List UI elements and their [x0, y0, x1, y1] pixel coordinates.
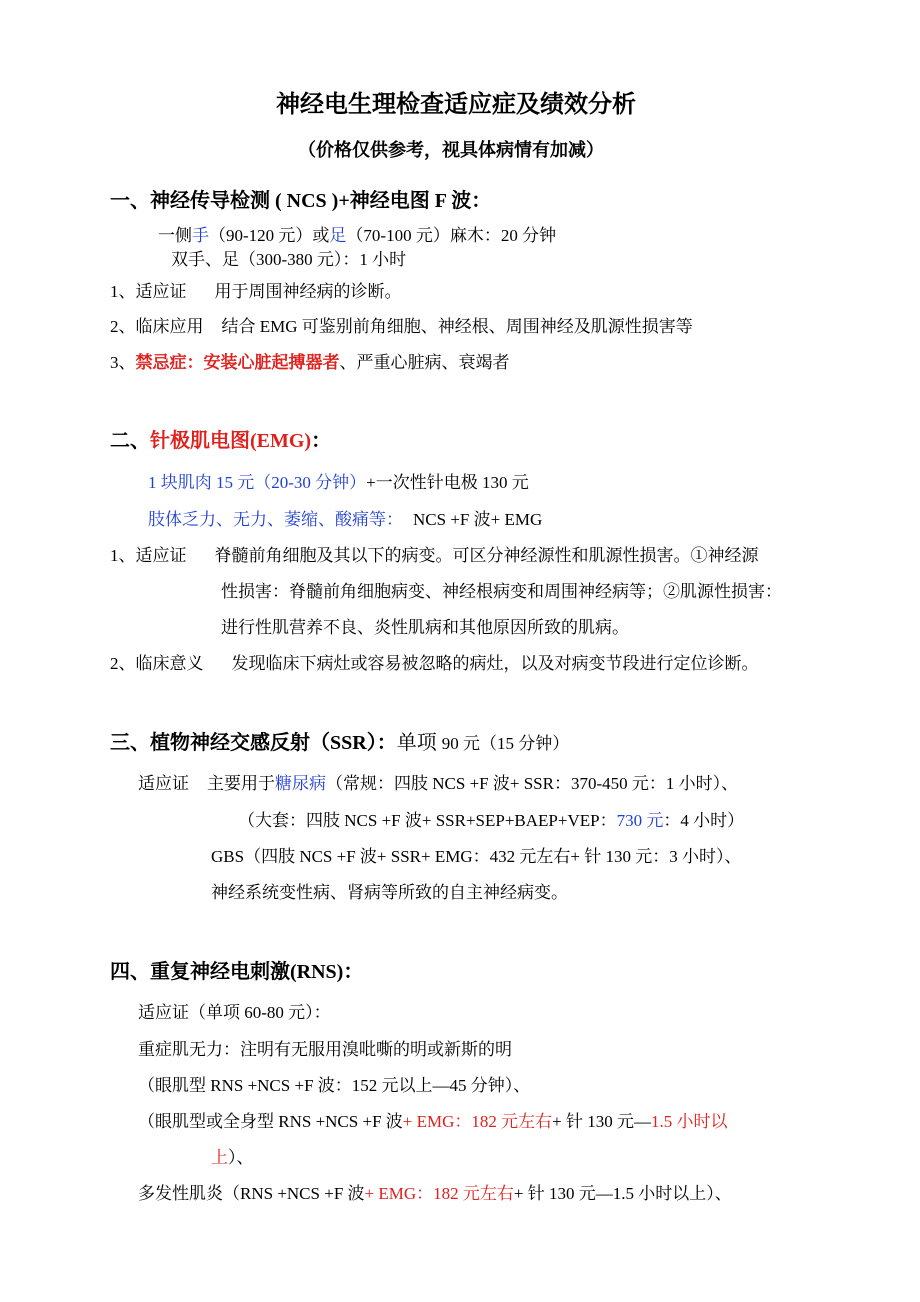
heading-single: 单项	[396, 732, 442, 754]
s2-item-1-cont-2: 进行性肌营养不良、炎性肌病和其他原因所致的肌病。	[221, 618, 629, 637]
text: ：4 小时）	[663, 811, 745, 830]
item-text: 脊髓前角细胞及其以下的病变。可区分神经源性和肌源性损害。①神经源	[214, 546, 759, 565]
muscle-price: 1 块肌肉 15 元（20-30 分钟）	[148, 473, 367, 492]
combo-text: NCS +F 波+ EMG	[413, 510, 543, 529]
item-label: 3、	[110, 353, 136, 372]
text-duration: 1.5 小时以	[651, 1112, 728, 1131]
heading-number: 二、	[110, 430, 150, 452]
s1-item-2	[110, 316, 693, 338]
section-4-heading: 四、重复神经电刺激(RNS)：	[110, 961, 364, 983]
page-title: 神经电生理检查适应症及绩效分析	[276, 92, 636, 118]
text: （眼肌型或全身型 RNS +NCS +F 波	[138, 1112, 403, 1131]
s1-item-1	[110, 281, 402, 303]
item-label: 适应证	[138, 774, 189, 793]
s4-line-2: 重症肌无力：注明有无服用溴吡嘶的明或新斯的明	[138, 1040, 512, 1059]
text: + 针 130 元—	[552, 1112, 651, 1131]
item-label: 1、适应证	[110, 282, 187, 301]
text-hand: 手	[192, 226, 209, 245]
s3-line-1	[138, 773, 738, 795]
item-text: 发现临床下病灶或容易被忽略的病灶，以及对病变节段进行定位诊断。	[231, 654, 759, 673]
s4-line-6	[138, 1183, 732, 1205]
electrode-price: +一次性针电极 130 元	[366, 473, 529, 492]
text-duration: 上	[211, 1148, 228, 1167]
text: （常规：四肢 NCS +F 波+ SSR：370-450 元：1 小时）、	[326, 774, 739, 793]
page-subtitle: （价格仅供参考，视具体病情有加减）	[298, 140, 604, 160]
text-emg-price: + EMG：182 元左右	[402, 1112, 553, 1131]
heading-text: 三、植物神经交感反射（SSR）：	[110, 732, 397, 754]
text: + 针 130 元—1.5 小时以上）、	[513, 1184, 732, 1203]
s2-item-1-cont-1: 性损害：脊髓前角细胞病变、神经根病变和周围神经病等；②肌源性损害：	[221, 582, 782, 601]
section-2-heading	[110, 428, 331, 454]
text-foot: 足	[329, 226, 347, 245]
heading-price: 90 元（15 分钟）	[441, 734, 570, 753]
text: 主要用于	[207, 774, 275, 793]
item-text: 用于周围神经病的诊断。	[214, 282, 402, 301]
item-label: 2、临床应用	[110, 317, 204, 336]
s2-price-line	[148, 472, 529, 494]
text-diabetes: 糖尿病	[275, 774, 326, 793]
contraindication-text: 禁忌症：安装心脏起搏器者	[135, 353, 340, 372]
symptoms-text: 肢体乏力、无力、萎缩、酸痛等：	[148, 510, 403, 529]
text: （大套：四肢 NCS +F 波+ SSR+SEP+BAEP+VEP：	[238, 811, 617, 830]
item-label: 2、临床意义	[110, 654, 204, 673]
s1-item-3	[110, 352, 510, 374]
text: （90-120 元）或	[209, 226, 330, 245]
text-emg-price: + EMG：182 元左右	[364, 1184, 514, 1203]
s2-combo-line	[148, 509, 542, 531]
s4-line-1: 适应证（单项 60-80 元）：	[138, 1003, 331, 1022]
s3-line-3: GBS（四肢 NCS +F 波+ SSR+ EMG：432 元左右+ 针 130 元：3 小时）、	[211, 847, 742, 866]
heading-emg: 针极肌电图(EMG)	[150, 430, 312, 452]
item-label: 1、适应证	[110, 546, 187, 565]
s4-line-5	[211, 1147, 254, 1169]
s2-item-2	[110, 653, 759, 675]
s1-price-line-2: 双手、足（300-380 元）：1 小时	[171, 250, 407, 269]
s3-line-2	[238, 810, 744, 832]
item-text: 结合 EMG 可鉴别前角细胞、神经根、周围神经及肌源性损害等	[221, 317, 693, 336]
section-1-heading: 一、神经传导检测 ( NCS )+神经电图 F 波：	[110, 190, 492, 212]
item-text: 、严重心脏病、衰竭者	[339, 353, 510, 372]
section-3-heading	[110, 730, 569, 757]
s2-item-1	[110, 545, 759, 567]
s4-line-4	[138, 1111, 728, 1133]
text: （70-100 元）麻木：20 分钟	[346, 226, 557, 245]
heading-colon: ：	[311, 430, 332, 452]
text: ）、	[228, 1148, 254, 1167]
s3-line-4: 神经系统变性病、肾病等所致的自主神经病变。	[211, 883, 568, 902]
text: 一侧	[158, 226, 192, 245]
s4-line-3: （眼肌型 RNS +NCS +F 波：152 元以上—45 分钟）、	[138, 1076, 531, 1095]
text: 多发性肌炎（RNS +NCS +F 波	[138, 1184, 365, 1203]
text-price: 730 元	[616, 811, 664, 830]
s1-price-line-1	[158, 225, 556, 247]
